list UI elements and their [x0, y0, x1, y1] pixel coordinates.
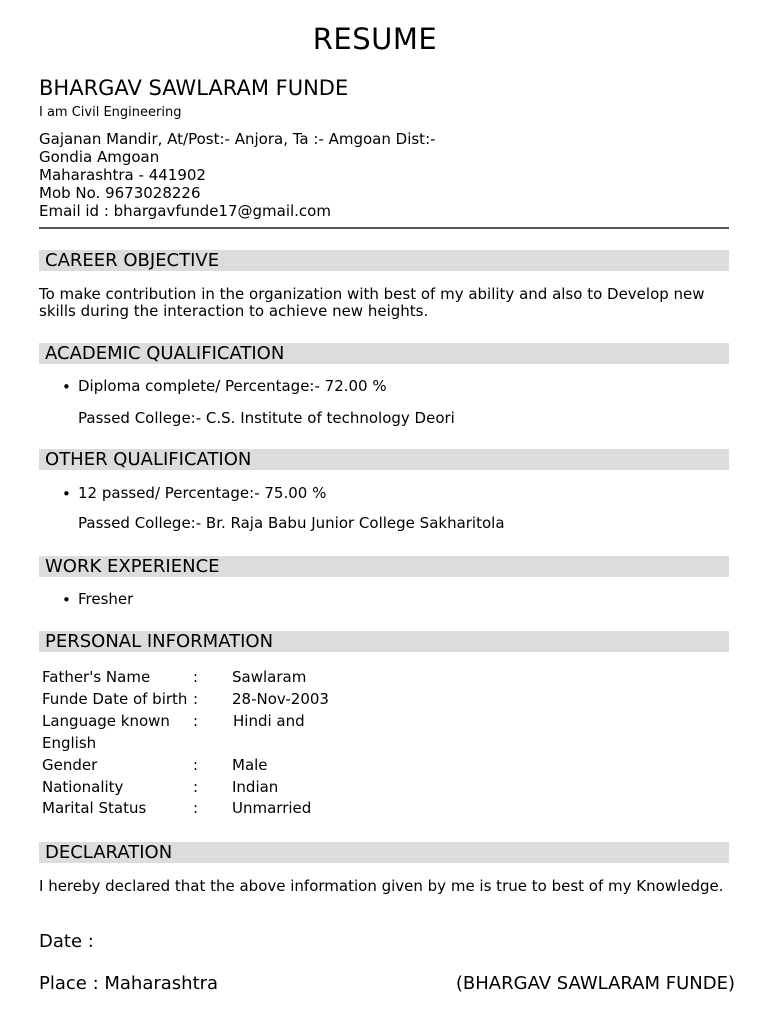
marital-status-value: Unmarried [232, 799, 312, 817]
nationality-value: Indian [232, 778, 279, 796]
dob-value: 28-Nov-2003 [232, 690, 329, 708]
career-objective-heading: CAREER OBJECTIVE [45, 250, 220, 271]
bullet-icon: • [62, 485, 71, 503]
work-experience-item: Fresher [78, 590, 134, 608]
language-value-wrap: English [42, 734, 97, 752]
nationality-label: Nationality [42, 778, 124, 796]
bullet-icon: • [62, 378, 71, 396]
language-label: Language known [42, 712, 170, 730]
declaration-text: I hereby declared that the above information given by me is true to best of my Knowledge. [39, 877, 724, 895]
dob-label: Funde Date of birth [42, 690, 188, 708]
bullet-icon: • [62, 591, 71, 609]
father-name-value: Sawlaram [232, 668, 307, 686]
declaration-heading: DECLARATION [45, 842, 173, 863]
address-line-2: Gondia Amgoan [39, 148, 160, 166]
date-label: Date : [39, 931, 94, 952]
colon-separator: : [193, 799, 199, 817]
work-experience-heading: WORK EXPERIENCE [45, 556, 220, 577]
other-qualification-heading: OTHER QUALIFICATION [45, 449, 252, 470]
father-name-label: Father's Name [42, 668, 151, 686]
header-divider [39, 227, 729, 229]
gender-value: Male [232, 756, 268, 774]
academic-college: Passed College:- C.S. Institute of technology Deori [78, 409, 455, 427]
contact-block [39, 130, 436, 220]
other-qualification-item: 12 passed/ Percentage:- 75.00 % [78, 484, 327, 502]
resume-title: RESUME [312, 22, 438, 56]
academic-heading: ACADEMIC QUALIFICATION [45, 343, 285, 364]
colon-separator: : [193, 668, 199, 686]
colon-separator: : [193, 712, 199, 730]
address-line-1: Gajanan Mandir, At/Post:- Anjora, Ta :- Amgoan Dist:- [39, 130, 436, 148]
candidate-name: BHARGAV SAWLARAM FUNDE [39, 76, 349, 100]
signature-name: (BHARGAV SAWLARAM FUNDE) [455, 973, 735, 994]
place-label: Place : Maharashtra [39, 973, 219, 994]
career-objective-text: To make contribution in the organization with best of my ability and also to Develop new skills during the interaction to achieve new heights. [39, 285, 705, 320]
address-line-3: Maharashtra - 441902 [39, 166, 206, 184]
colon-separator: : [193, 756, 199, 774]
marital-status-label: Marital Status [42, 799, 147, 817]
colon-separator: : [193, 778, 199, 796]
email-address: Email id : bhargavfunde17@gmail.com [39, 202, 331, 220]
other-qualification-college: Passed College:- Br. Raja Babu Junior College Sakharitola [78, 514, 505, 532]
language-value: Hindi and [233, 712, 305, 730]
mobile-number: Mob No. 9673028226 [39, 184, 201, 202]
gender-label: Gender [42, 756, 98, 774]
candidate-tagline: I am Civil Engineering [39, 105, 182, 120]
personal-information-heading: PERSONAL INFORMATION [45, 631, 274, 652]
colon-separator: : [193, 690, 199, 708]
academic-item: Diploma complete/ Percentage:- 72.00 % [78, 377, 387, 395]
